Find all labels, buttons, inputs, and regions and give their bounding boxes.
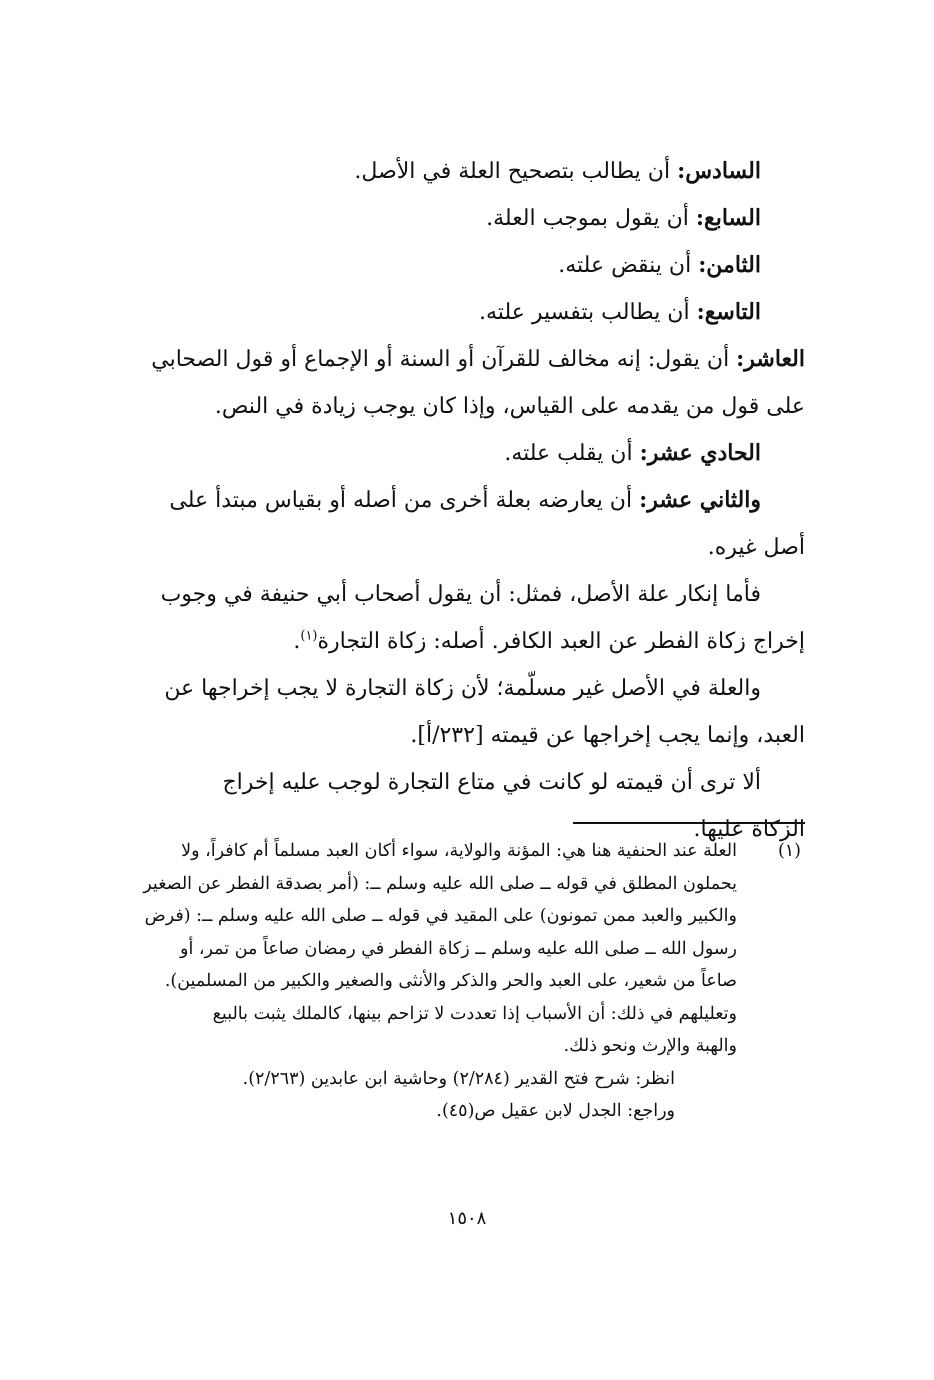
item-text: أن يعارضه بعلة أخرى من أصله أو بقياس مبتدأ على (169, 488, 640, 513)
paragraph-3-line-2: الزكاة عليها. (693, 817, 805, 842)
footnote-reference-2: وراجع: الجدل لابن عقيل ص(٤٥). (436, 1101, 675, 1121)
item-twelfth (125, 477, 805, 524)
item-term: السادس: (677, 158, 761, 184)
paragraph-2-line-2: العبد، وإنما يجب إخراجها عن قيمته [٢٣٢/أ]. (410, 723, 805, 748)
item-term: السابع: (695, 205, 761, 231)
paragraph-1-line-2 (125, 618, 805, 665)
footnote-line: العلة عند الحنفية هنا هي: المؤنة والولاية، سواء أكان العبد مسلماً أم كافراً، ولا (181, 841, 737, 861)
item-text: أن يقلب علته. (504, 441, 640, 466)
item-seventh (125, 195, 805, 242)
page-number: ١٥٠٨ (447, 1208, 487, 1229)
paragraph-3-line-1: ألا ترى أن قيمته لو كانت في متاع التجارة لوجب عليه إخراج (222, 770, 761, 795)
footnotes (125, 835, 805, 1128)
footnote-line: يحملون المطلق في قوله ــ صلى الله عليه وسلم ــ: (أمر بصدقة الفطر عن الصغير (143, 873, 737, 894)
item-term: العاشر: (736, 346, 805, 372)
item-ninth (125, 289, 805, 336)
paragraph-1-line-1: فأما إنكار علة الأصل، فمثل: أن يقول أصحاب أبي حنيفة في وجوب (160, 582, 761, 607)
footnote-separator (573, 822, 805, 824)
item-text: أن ينقض علته. (558, 253, 699, 278)
footnote-reference-1: انظر: شرح فتح القدير (٢/٢٨٤) وحاشية ابن عابدين (٢/٢٦٣). (242, 1068, 675, 1089)
item-twelfth-continuation: أصل غيره. (707, 535, 805, 560)
footnote-line: والكبير والعبد ممن تمونون) على المقيد في قوله ــ صلى الله عليه وسلم ــ: (فرض (144, 906, 737, 926)
item-term: الحادي عشر: (639, 440, 761, 466)
main-text (125, 148, 805, 853)
footnote-marker: (١) (777, 841, 801, 861)
item-term: والثاني عشر: (639, 487, 761, 513)
item-eleventh (125, 430, 805, 477)
item-term: التاسع: (696, 299, 761, 325)
paragraph-2-line-1: والعلة في الأصل غير مسلّمة؛ لأن زكاة التجارة لا يجب إخراجها عن (164, 676, 761, 701)
item-eighth (125, 242, 805, 289)
footnote-line: صاعاً من شعير، على العبد والحر والذكر والأنثى والصغير والكبير من المسلمين). (164, 971, 737, 991)
item-text: أن يطالب بتصحيح العلة في الأصل. (354, 159, 678, 184)
footnote-reference[interactable]: (١) (300, 628, 318, 644)
paragraph-1-end: . (293, 629, 301, 654)
item-tenth (125, 336, 805, 383)
footnote-1 (125, 835, 805, 1128)
item-term: الثامن: (698, 252, 761, 278)
item-sixth (125, 148, 805, 195)
footnote-line: رسول الله ــ صلى الله عليه وسلم ــ زكاة الفطر في رمضان صاعاً من تمر، أو (180, 938, 737, 959)
item-text: أن يقول بموجب العلة. (486, 206, 696, 231)
footnote-line: وتعليلهم في ذلك: أن الأسباب إذا تعددت لا تزاحم بينها، كالملك يثبت بالبيع (212, 1003, 737, 1024)
paragraph-1-text: إخراج زكاة الفطر عن العبد الكافر. أصله: زكاة التجارة (317, 629, 805, 654)
footnote-line: والهبة والإرث ونحو ذلك. (563, 1036, 737, 1056)
item-text: أن يقول: إنه مخالف للقرآن أو السنة أو الإجماع أو قول الصحابي (151, 347, 737, 372)
item-tenth-continuation: على قول من يقدمه على القياس، وإذا كان يوجب زيادة في النص. (214, 394, 805, 419)
item-text: أن يطالب بتفسير علته. (479, 300, 697, 325)
